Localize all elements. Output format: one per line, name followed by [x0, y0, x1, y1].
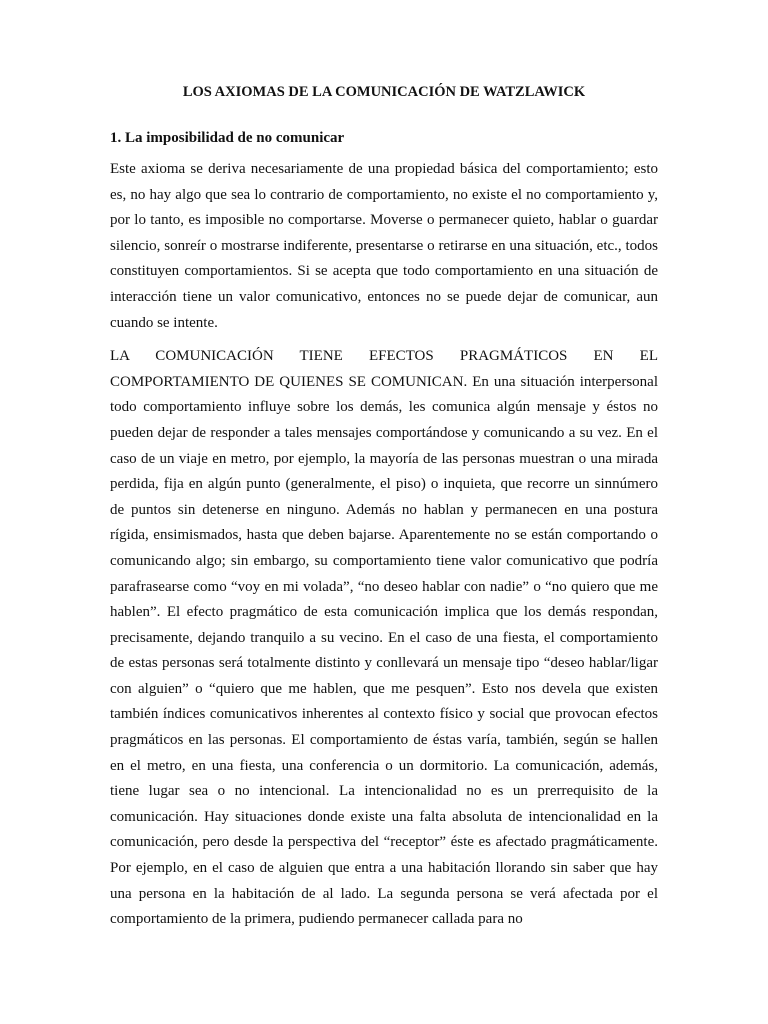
document-title: LOS AXIOMAS DE LA COMUNICACIÓN DE WATZLAWICK: [182, 84, 586, 100]
paragraph-pragmatic-effects: LA COMUNICACIÓN TIENE EFECTOS PRAGMÁTICOS EN EL COMPORTAMIENTO DE QUIENES SE COMUNICAN. En una situación interpersonal todo comportamiento influye sobre los demás, les comunica algún mensaje y éstos no pueden dejar de responder a tales mensajes comportándose y comunicando a su vez. En el caso de un viaje en metro, por ejemplo, la mayoría de las personas muestran o una mirada perdida, fija en algún punto (generalmente, el piso) o inquieta, que recorre un sinnúmero de puntos sin detenerse en ninguno. Además no hablan y permanecen en una postura rígida, ensimismados, hasta que deben bajarse. Aparentemente no se están comportando o comunicando algo; sin embargo, su comportamiento tiene valor comunicativo que podría parafrasearse como “voy en mi volada”, “no deseo hablar con nadie” o “no quiero que me hablen”. El efecto pragmático de esta comunicación implica que los demás respondan, precisamente, dejando tranquilo a su vecino. En el caso de una fiesta, el comportamiento de estas personas será totalmente distinto y conllevará un mensaje tipo “deseo hablar/ligar con alguien” o “quiero que me hablen, que me pesquen”. Esto nos devela que existen también índices comunicativos inherentes al contexto físico y social que provocan efectos pragmáticos en las personas. El comportamiento de éstas varía, también, según se hallen en el metro, en una fiesta, una conferencia o un dormitorio. La comunicación, además, tiene lugar sea o no intencional. La intencionalidad no es un prerrequisito de la comunicación. Hay situaciones donde existe una falta absoluta de intencionalidad en la comunicación, pero desde la perspectiva del “receptor” éste es afectado pragmáticamente. Por ejemplo, en el caso de alguien que entra a una habitación llorando sin saber que hay una persona en la habitación de al lado. La segunda persona se verá afectada por el comportamiento de la primera, pudiendo permanecer callada para no: [110, 348, 658, 928]
section-heading: 1. La imposibilidad de no comunicar: [110, 130, 345, 146]
paragraph-axiom-intro: Este axioma se deriva necesariamente de una propiedad básica del comportamiento; esto es, no hay algo que sea lo contrario de comportamiento, no existe el no comportamiento y, por lo tanto, es imposible no comportarse. Moverse o permanecer quieto, hablar o guardar silencio, sonreír o mostrarse indiferente, presentarse o retirarse en una situación, etc., todos constituyen comportamientos. Si se acepta que todo comportamiento en una situación de interacción tiene un valor comunicativo, entonces no se puede dejar de comunicar, aun cuando se intente.: [110, 161, 658, 331]
